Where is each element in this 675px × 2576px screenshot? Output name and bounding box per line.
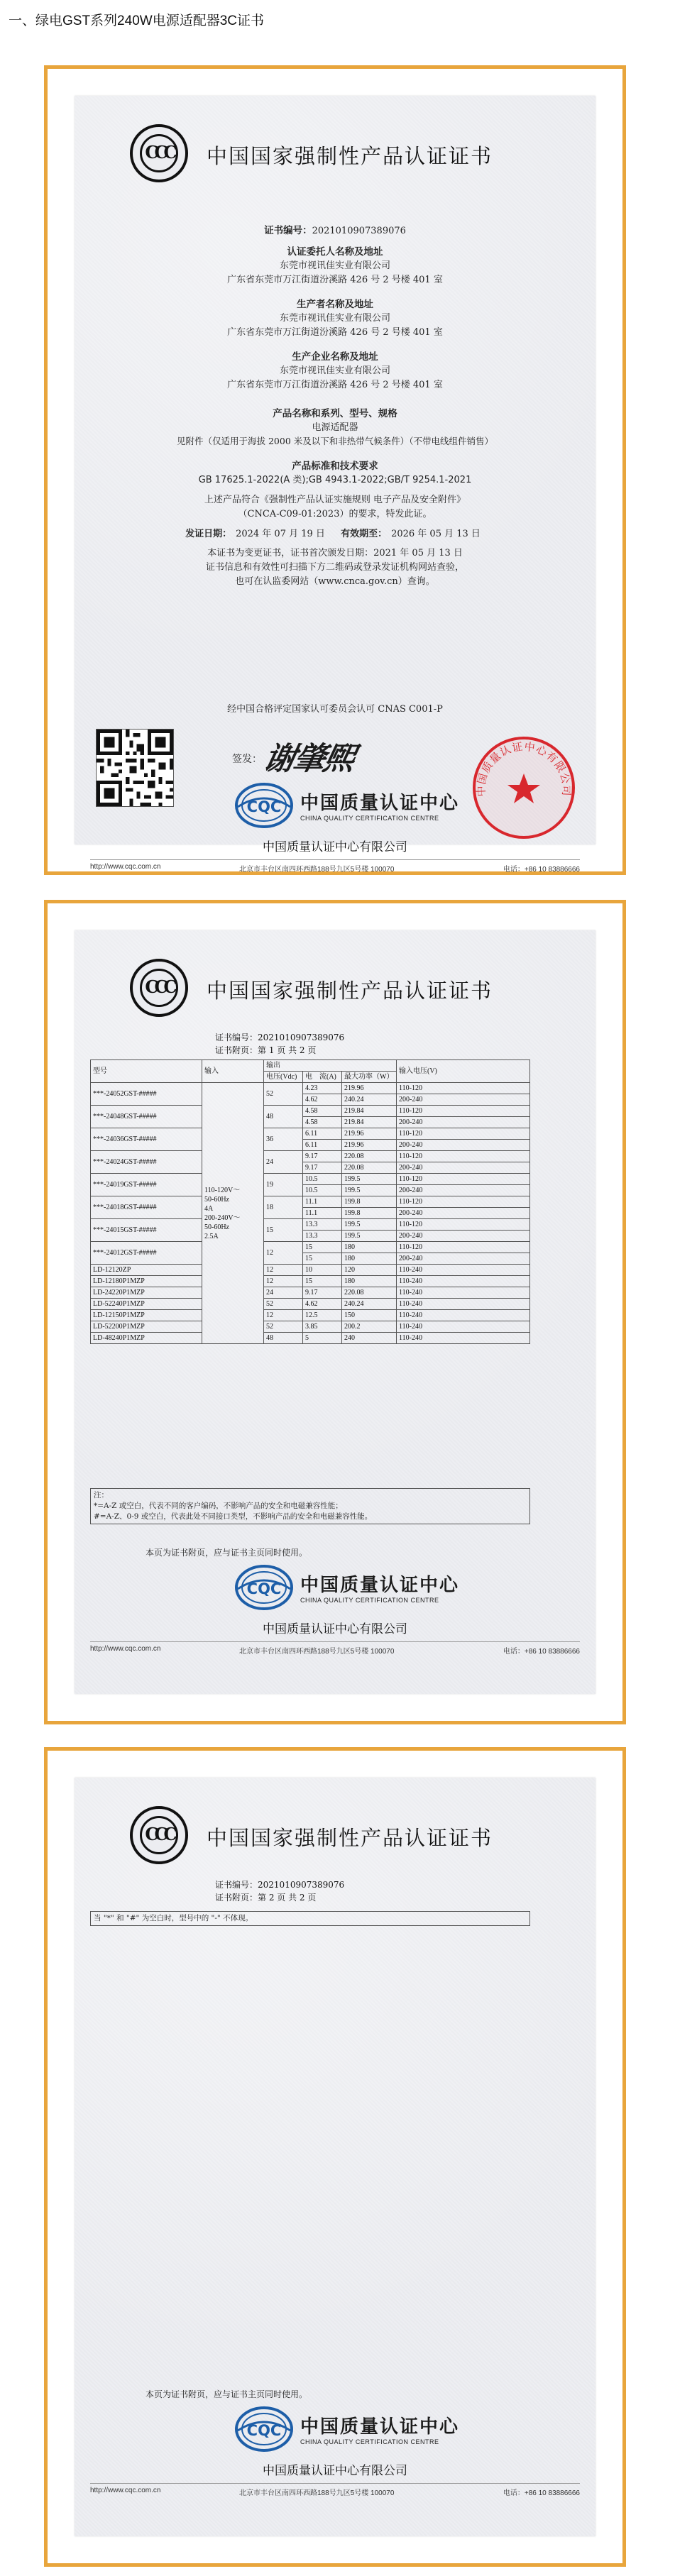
power-cell: 219.84 (342, 1106, 397, 1117)
power-cell: 199.5 (342, 1219, 397, 1231)
model-cell: ***-24019GST-##### (91, 1174, 202, 1196)
voltage-cell: 24 (264, 1151, 303, 1174)
standard-label: 产品标准和技术要求 (292, 461, 378, 472)
maker-address: 广东省东莞市万江街道汾溪路 426 号 2 号楼 401 室 (227, 327, 443, 338)
cqc-english-name: CHINA QUALITY CERTIFICATION CENTRE (300, 1597, 439, 1604)
input-voltage-cell: 110-240 (397, 1265, 530, 1276)
table-row (91, 1321, 530, 1333)
input-voltage-cell: 110-240 (397, 1276, 530, 1287)
power-cell: 199.5 (342, 1174, 397, 1185)
voltage-cell: 12 (264, 1276, 303, 1287)
model-cell: LD-24220P1MZP (91, 1287, 202, 1299)
product-label: 产品名称和系列、型号、规格 (273, 408, 397, 419)
power-cell: 220.08 (342, 1151, 397, 1162)
table-row (91, 1174, 530, 1185)
current-cell: 15 (303, 1242, 342, 1253)
current-cell: 4.62 (303, 1299, 342, 1310)
input-spec-line: 50-60Hz (204, 1195, 229, 1204)
table-row (91, 1287, 530, 1299)
certificate-frame-page-2 (44, 900, 626, 1724)
verify-line-2: 也可在认监委网站（www.cnca.gov.cn）查询。 (235, 576, 435, 587)
table-row (91, 1219, 530, 1231)
ccc-logo-icon: CCC (130, 1806, 188, 1864)
input-voltage-cell: 200-240 (397, 1117, 530, 1128)
power-cell: 220.08 (342, 1287, 397, 1299)
power-cell: 180 (342, 1276, 397, 1287)
power-cell: 120 (342, 1265, 397, 1276)
current-cell: 9.17 (303, 1287, 342, 1299)
model-cell: ***-24015GST-##### (91, 1219, 202, 1242)
power-cell: 200.2 (342, 1321, 397, 1333)
input-voltage-cell: 110-240 (397, 1333, 530, 1344)
verify-line-1: 证书信息和有效性可扫描下方二维码或登录发证机构网站查验， (205, 562, 464, 573)
svg-text:中国质量认证中心有限公司: 中国质量认证中心有限公司 (474, 739, 574, 797)
product-name: 电源适配器 (312, 422, 358, 433)
signature: 谢肇煕 (260, 741, 358, 777)
current-cell: 13.3 (303, 1219, 342, 1231)
input-voltage-cell: 200-240 (397, 1185, 530, 1196)
svg-text:CQC: CQC (246, 798, 282, 815)
model-cell: LD-52200P1MZP (91, 1321, 202, 1333)
current-cell: 10.5 (303, 1174, 342, 1185)
input-voltage-cell: 200-240 (397, 1253, 530, 1265)
cert-number: 证书编号：2021010907389076 (215, 1880, 345, 1890)
current-cell: 15 (303, 1276, 342, 1287)
current-cell: 5 (303, 1333, 342, 1344)
input-voltage-cell: 110-240 (397, 1310, 530, 1321)
input-voltage-cell: 110-120 (397, 1196, 530, 1208)
voltage-cell: 52 (264, 1299, 303, 1310)
current-cell: 4.58 (303, 1106, 342, 1117)
voltage-cell: 48 (264, 1333, 303, 1344)
model-cell: ***-24048GST-##### (91, 1106, 202, 1128)
model-cell: ***-24052GST-##### (91, 1083, 202, 1106)
current-cell: 4.23 (303, 1083, 342, 1094)
table-row (91, 1151, 530, 1162)
voltage-cell: 52 (264, 1083, 303, 1106)
input-voltage-cell: 110-120 (397, 1106, 530, 1117)
input-voltage-cell: 110-120 (397, 1151, 530, 1162)
current-cell: 6.11 (303, 1128, 342, 1140)
sign-label: 签发： (232, 754, 262, 765)
input-voltage-cell: 200-240 (397, 1208, 530, 1219)
current-cell: 13.3 (303, 1231, 342, 1242)
client-name: 东莞市视讯佳实业有限公司 (279, 260, 390, 271)
voltage-cell: 48 (264, 1106, 303, 1128)
input-voltage-cell: 110-120 (397, 1083, 530, 1094)
header-voltage: 电压(Vdc) (264, 1072, 303, 1083)
input-voltage-cell: 200-240 (397, 1094, 530, 1106)
cqc-english-name: CHINA QUALITY CERTIFICATION CENTRE (300, 2438, 439, 2445)
input-voltage-cell: 110-120 (397, 1128, 530, 1140)
certificate-sheet (75, 96, 596, 874)
input-voltage-cell: 200-240 (397, 1162, 530, 1174)
input-spec-line: 200-240V～ (204, 1213, 241, 1222)
cqc-english-name: CHINA QUALITY CERTIFICATION CENTRE (300, 815, 439, 822)
cqc-chinese-name: 中国质量认证中心 (300, 1575, 460, 1596)
annex-page-line: 证书附页：第 1 页 共 2 页 (215, 1045, 317, 1055)
model-cell: ***-24012GST-##### (91, 1242, 202, 1265)
model-cell: LD-12120ZP (91, 1265, 202, 1276)
power-cell: 199.8 (342, 1208, 397, 1219)
footer-address: 北京市丰台区南四环西路188号九区5号楼 100070 (239, 1648, 395, 1656)
input-voltage-cell: 110-240 (397, 1287, 530, 1299)
conformity-line-1: 上述产品符合《强制性产品认证实施规则 电子产品及安全附件》 (204, 495, 466, 505)
voltage-cell: 12 (264, 1242, 303, 1265)
input-voltage-cell: 200-240 (397, 1231, 530, 1242)
current-cell: 10.5 (303, 1185, 342, 1196)
current-cell: 4.62 (303, 1094, 342, 1106)
footer (90, 2483, 580, 2497)
voltage-cell: 52 (264, 1321, 303, 1333)
header-output: 输出 (264, 1060, 397, 1072)
page-heading: 一、绿电GST系列240W电源适配器3C证书 (9, 13, 264, 28)
annex-page-line: 证书附页：第 2 页 共 2 页 (215, 1893, 317, 1903)
org-name: 中国质量认证中心有限公司 (263, 2464, 407, 2478)
voltage-cell: 12 (264, 1310, 303, 1321)
table-row (91, 1196, 530, 1208)
org-name: 中国质量认证中心有限公司 (263, 1622, 407, 1636)
current-cell: 6.11 (303, 1140, 342, 1151)
input-spec-line: 50-60Hz (204, 1223, 229, 1231)
table-row (91, 1083, 530, 1094)
table-row (91, 1276, 530, 1287)
voltage-cell: 18 (264, 1196, 303, 1219)
maker-label: 生产者名称及地址 (297, 299, 373, 310)
annex-validity-line: 本页为证书附页，应与证书主页同时使用。 (146, 2389, 308, 2399)
voltage-cell: 12 (264, 1265, 303, 1276)
annex-validity-line: 本页为证书附页，应与证书主页同时使用。 (146, 1548, 308, 1558)
change-line: 本证书为变更证书，证书首次颁发日期：2021 年 05 月 13 日 (207, 548, 463, 558)
model-cell: LD-12150P1MZP (91, 1310, 202, 1321)
model-cell: ***-24018GST-##### (91, 1196, 202, 1219)
current-cell: 4.58 (303, 1117, 342, 1128)
current-cell: 10 (303, 1265, 342, 1276)
power-cell: 219.96 (342, 1140, 397, 1151)
conformity-line-2: （CNCA-C09-01:2023）的要求，特发此证。 (238, 509, 432, 519)
power-cell: 219.96 (342, 1083, 397, 1094)
footer-phone: 电话：+86 10 83886666 (503, 2489, 580, 2497)
input-voltage-cell: 200-240 (397, 1140, 530, 1151)
model-cell: ***-24024GST-##### (91, 1151, 202, 1174)
model-cell: ***-24036GST-##### (91, 1128, 202, 1151)
cqc-chinese-name: 中国质量认证中心 (300, 2416, 460, 2438)
maker-name: 东莞市视讯佳实业有限公司 (279, 313, 390, 324)
cqc-logo-icon (235, 1565, 293, 1610)
voltage-cell: 36 (264, 1128, 303, 1151)
input-spec-line: 4A (204, 1204, 214, 1213)
input-voltage-cell: 110-240 (397, 1321, 530, 1333)
product-note: 见附件（仅适用于海拔 2000 米及以下和非热带气候条件）（不带电线组件销售） (176, 436, 493, 446)
input-voltage-cell: 110-120 (397, 1242, 530, 1253)
footer (90, 859, 580, 874)
client-address: 广东省东莞市万江街道汾溪路 426 号 2 号楼 401 室 (227, 275, 443, 285)
current-cell: 11.1 (303, 1208, 342, 1219)
power-cell: 199.5 (342, 1185, 397, 1196)
power-cell: 240 (342, 1333, 397, 1344)
table-row (91, 1242, 530, 1253)
input-spec-line: 110-120V～ (204, 1186, 241, 1194)
header-current: 电 流(A) (303, 1072, 342, 1083)
model-cell: LD-12180P1MZP (91, 1276, 202, 1287)
input-spec-cell (202, 1083, 264, 1344)
current-cell: 12.5 (303, 1310, 342, 1321)
table-row (91, 1128, 530, 1140)
footer (90, 1641, 580, 1656)
certificate-title: 中国国家强制性产品认证证书 (207, 979, 493, 1003)
table-row (91, 1299, 530, 1310)
red-seal-stamp (471, 734, 577, 841)
input-voltage-cell: 110-240 (397, 1299, 530, 1310)
footer-phone: 电话：+86 10 83886666 (503, 1648, 580, 1656)
table-row (91, 1265, 530, 1276)
table-notes: 注： *=A-Z 或空白，代表不同的客户编码，不影响产品的安全和电磁兼容性能； #=A-Z、0-9 或空白，代表此处不同接口类型，不影响产品的安全和电磁兼容性能。 (90, 1488, 530, 1524)
header-power: 最大功率（W） (342, 1072, 397, 1083)
power-cell: 240.24 (342, 1094, 397, 1106)
header-input: 输入 (202, 1060, 264, 1083)
table-header-row (91, 1060, 530, 1072)
standards: GB 17625.1-2022(A 类);GB 4943.1-2022;GB/T 9254.1-2021 (198, 475, 472, 485)
current-cell: 9.17 (303, 1151, 342, 1162)
certificate-frame-page-1 (44, 65, 626, 875)
power-cell: 180 (342, 1242, 397, 1253)
footer-url[interactable]: http://www.cqc.com.cn (90, 863, 161, 871)
power-cell: 150 (342, 1310, 397, 1321)
cqc-chinese-name: 中国质量认证中心 (300, 793, 460, 814)
certificate-annex-sheet-1 (75, 930, 596, 1694)
footer-address: 北京市丰台区南四环西路188号九区5号楼 100070 (239, 2489, 395, 2497)
certificate-title: 中国国家强制性产品认证证书 (207, 1826, 493, 1850)
footer-address: 北京市丰台区南四环西路188号九区5号楼 100070 (239, 866, 395, 874)
blank-marker-note: 当 "*" 和 "#" 为空白时，型号中的 "-" 不体现。 (90, 1911, 530, 1926)
power-cell: 219.84 (342, 1117, 397, 1128)
header-input-voltage: 输入电压(V) (397, 1060, 530, 1083)
table-row (91, 1310, 530, 1321)
footer-url[interactable]: http://www.cqc.com.cn (90, 1645, 161, 1653)
footer-url[interactable]: http://www.cqc.com.cn (90, 2487, 161, 2494)
power-cell: 240.24 (342, 1299, 397, 1310)
factory-label: 生产企业名称及地址 (292, 351, 378, 363)
certificate-annex-sheet-2 (75, 1778, 596, 2536)
power-cell: 220.08 (342, 1162, 397, 1174)
current-cell: 9.17 (303, 1162, 342, 1174)
model-cell: LD-52240P1MZP (91, 1299, 202, 1310)
spec-table (90, 1059, 530, 1344)
power-cell: 199.8 (342, 1196, 397, 1208)
dates-line: 发证日期： 2024 年 07 月 19 日 有效期至： 2026 年 05 月 13 日 (185, 529, 481, 539)
voltage-cell: 19 (264, 1174, 303, 1196)
certificate-title: 中国国家强制性产品认证证书 (207, 144, 493, 168)
power-cell: 219.96 (342, 1128, 397, 1140)
current-cell: 3.85 (303, 1321, 342, 1333)
input-voltage-cell: 110-120 (397, 1219, 530, 1231)
input-voltage-cell: 110-120 (397, 1174, 530, 1185)
power-cell: 199.5 (342, 1231, 397, 1242)
voltage-cell: 15 (264, 1219, 303, 1242)
current-cell: 11.1 (303, 1196, 342, 1208)
ccc-logo-icon: CCC (130, 124, 188, 182)
cqc-logo-icon (235, 783, 293, 828)
cqc-logo-icon (235, 2406, 293, 2452)
table-row (91, 1106, 530, 1117)
certificate-frame-page-3 (44, 1747, 626, 2567)
factory-name: 东莞市视讯佳实业有限公司 (279, 365, 390, 376)
client-label: 认证委托人名称及地址 (287, 246, 383, 258)
footer-phone: 电话：+86 10 83886666 (503, 866, 580, 874)
table-row (91, 1333, 530, 1344)
svg-text:CQC: CQC (246, 2422, 282, 2439)
qr-code-icon[interactable] (96, 729, 174, 807)
cert-number: 证书编号：2021010907389076 (264, 225, 406, 236)
org-name: 中国质量认证中心有限公司 (263, 840, 407, 854)
factory-address: 广东省东莞市万江街道汾溪路 426 号 2 号楼 401 室 (227, 380, 443, 390)
cert-number: 证书编号：2021010907389076 (215, 1033, 345, 1042)
current-cell: 15 (303, 1253, 342, 1265)
svg-text:CQC: CQC (246, 1580, 282, 1597)
ccc-logo-icon: CCC (130, 959, 188, 1017)
power-cell: 180 (342, 1253, 397, 1265)
input-spec-line: 2.5A (204, 1232, 219, 1240)
model-cell: LD-48240P1MZP (91, 1333, 202, 1344)
header-model: 型号 (91, 1060, 202, 1083)
accreditation-line: 经中国合格评定国家认可委员会认可 CNAS C001-P (227, 704, 443, 715)
voltage-cell: 24 (264, 1287, 303, 1299)
